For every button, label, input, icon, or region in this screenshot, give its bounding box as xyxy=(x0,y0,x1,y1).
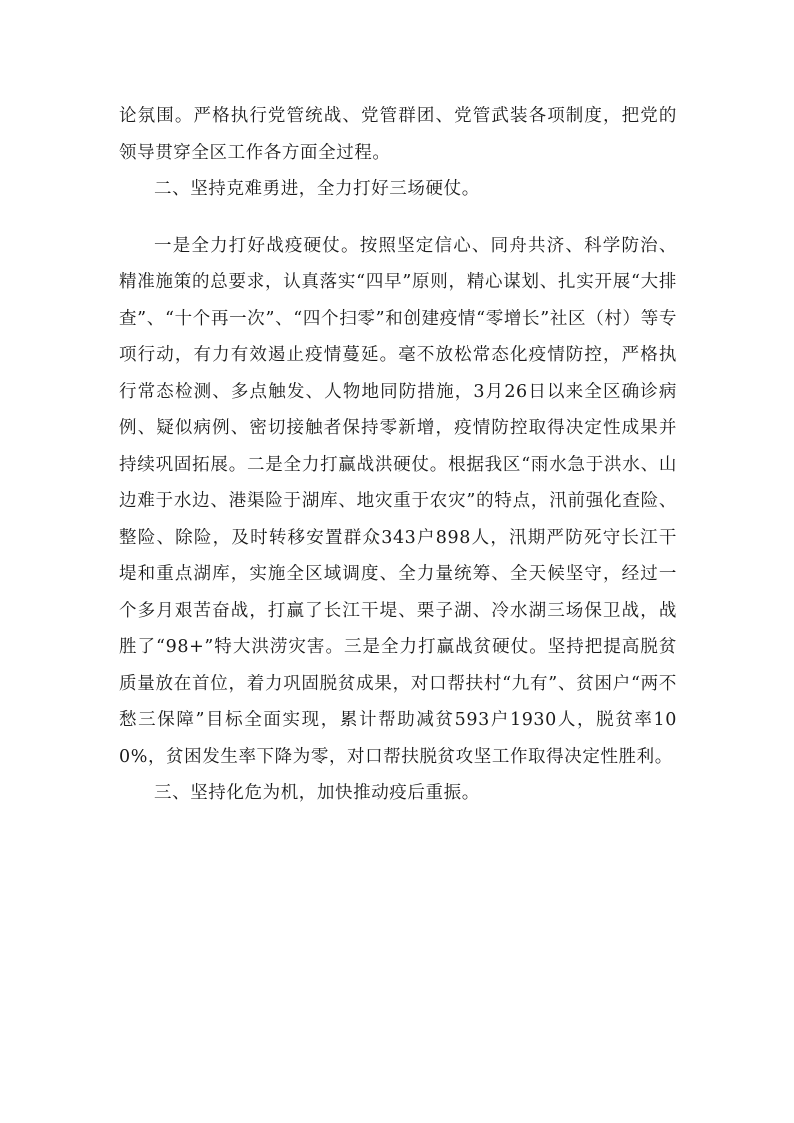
paragraph-three-battles: 一是全力打好战疫硬仗。按照坚定信心、同舟共济、科学防治、精准施策的总要求，认真落实“四早”原则，精心谋划、扎实开展“大排查”、“十个再一次”、“四个扫零”和创建疫情“零增长”社区（村）等专项行动，有力有效遏止疫情蔓延。毫不放松常态化疫情防控，严格执行常态检测、多点触发、人物地同防措施，3月26日以来全区确诊病例、疑似病例、密切接触者保持零新增，疫情防控取得决定性成果并持续巩固拓展。二是全力打赢战洪硬仗。根据我区“雨水急于洪水、山边难于水边、港渠险于湖库、地灾重于农灾”的特点，汛前强化查险、整险、除险，及时转移安置群众343户898人，汛期严防死守长江干堤和重点湖库，实施全区域调度、全力量统筹、全天候坚守，经过一个多月艰苦奋战，打赢了长江干堤、栗子湖、冷水湖三场保卫战，战胜了“98+”特大洪涝灾害。三是全力打赢战贫硬仗。坚持把提高脱贫质量放在首位，着力巩固脱贫成果，对口帮扶村“九有”、贫困户“两不愁三保障”目标全面实现，累计帮助减贫593户1930人，脱贫率100%，贫困发生率下降为零，对口帮扶脱贫攻坚工作取得决定性胜利。 xyxy=(119,235,677,767)
paragraph-continuation: 论氛围。严格执行党管统战、党管群团、党管武装各项制度，把党的领导贯穿全区工作各方面全过程。 xyxy=(119,106,677,163)
section-heading-two: 二、坚持克难勇进，全力打好三场硬仗。 xyxy=(154,179,480,199)
section-heading-three: 三、坚持化危为机，加快推动疫后重振。 xyxy=(154,783,480,803)
document-body xyxy=(119,98,677,812)
